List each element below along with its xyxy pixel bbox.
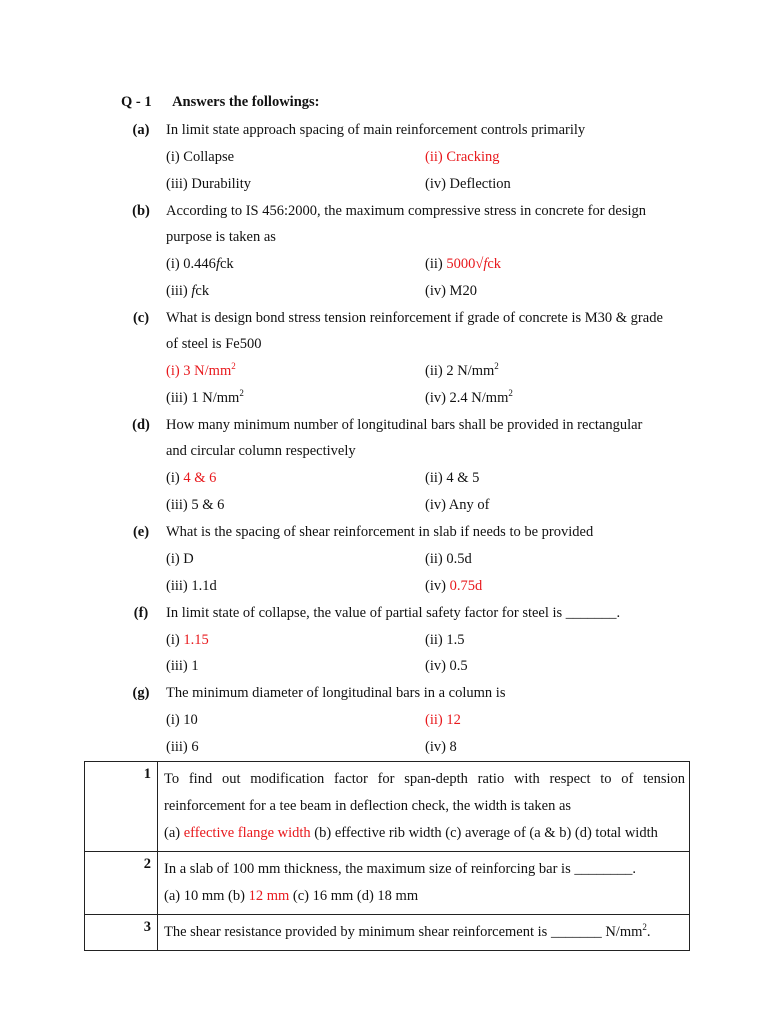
row-3-line-1: The shear resistance provided by minimum shear reinforcement is _______ $N/mm^2$.: [164, 922, 651, 940]
table-row: [85, 852, 690, 915]
item-b-option-4: (iv) M20: [425, 283, 477, 299]
row-content: [158, 762, 690, 852]
item-a-option-1: (i) Collapse: [166, 149, 235, 165]
row-1-line-3: (a) effective flange width (b) effective rib width (c) average of (a & b) (d) total width: [164, 825, 658, 841]
item-f-option-3: (iii) 1: [166, 658, 199, 674]
item-c-option-1-answer: (i) 3 $N/mm^2$: [166, 361, 236, 379]
item-label-c: (c): [132, 310, 150, 326]
item-c-option-2: (ii) 2 $N/mm^2$: [425, 361, 499, 379]
row-1-line-2: reinforcement for a tee beam in deflection check, the width is taken as: [164, 798, 572, 814]
item-label-e: (e): [132, 524, 150, 540]
row-2-answer: 12 mm: [248, 888, 290, 904]
row-number: 3: [85, 915, 158, 951]
question-heading: [121, 93, 319, 111]
item-b-stem-line-1: According to IS 456:2000, the maximum compressive stress in concrete for design: [166, 203, 647, 219]
item-d-stem-line-1: How many minimum number of longitudinal bars shall be provided in rectangular: [166, 417, 643, 433]
item-f-option-1: (i) 1.15: [166, 632, 209, 648]
row-2-line-2: (a) 10 mm (b) 12 mm (c) 16 mm (d) 18 mm: [164, 888, 419, 904]
item-g-option-2-answer: (ii) 12: [425, 712, 461, 728]
item-e-option-3: (iii) 1.1d: [166, 578, 217, 594]
item-a-option-4: (iv) Deflection: [425, 176, 511, 192]
item-f-option-4: (iv) 0.5: [425, 658, 468, 674]
item-a-option-3: (iii) Durability: [166, 176, 251, 192]
row-2-line-1: In a slab of 100 mm thickness, the maximum size of reinforcing bar is ________.: [164, 861, 636, 877]
item-label-a: (a): [132, 122, 150, 138]
item-b-option-3: (iii) fck: [166, 283, 210, 299]
item-e-option-4: (iv) 0.75d: [425, 578, 483, 594]
item-c-option-3: (iii) 1 $N/mm^2$: [166, 388, 244, 406]
item-a-stem: In limit state approach spacing of main reinforcement controls primarily: [166, 122, 586, 138]
table-row: [85, 915, 690, 951]
row-1-line-1: To find out modification factor for span-depth ratio with respect to of tension: [164, 771, 685, 787]
item-label-d: (d): [132, 417, 150, 433]
item-e-option-2: (ii) 0.5d: [425, 551, 472, 567]
item-d-option-4: (iv) Any of: [425, 497, 490, 513]
item-e-option-4-answer: 0.75d: [449, 578, 483, 594]
item-d-option-1-answer: 4 & 6: [183, 470, 217, 486]
item-g-stem: The minimum diameter of longitudinal bars in a column is: [166, 685, 506, 701]
item-f-option-2: (ii) 1.5: [425, 632, 465, 648]
item-c-option-4: (iv) 2.4 $N/mm^2$: [425, 388, 513, 406]
item-e-option-1: (i) D: [166, 551, 194, 567]
item-b-stem-line-2: purpose is taken as: [166, 229, 276, 245]
item-c-stem-line-1: What is design bond stress tension reinforcement if grade of concrete is M30 & grade: [166, 310, 663, 326]
item-b-option-2-answer: 5000√fck: [446, 256, 502, 272]
question-table: [84, 761, 690, 951]
item-c-stem-line-2: of steel is Fe500: [166, 336, 262, 352]
row-number: 2: [85, 852, 158, 915]
item-b-option-1: (i) 0.446fck: [166, 256, 234, 272]
table-row: [85, 762, 690, 852]
row-1-answer: effective flange width: [183, 825, 311, 841]
row-content: [158, 915, 690, 951]
item-e-stem: What is the spacing of shear reinforcement in slab if needs to be provided: [166, 524, 594, 540]
item-g-option-3: (iii) 6: [166, 739, 199, 755]
item-label-f: (f): [133, 605, 149, 621]
row-content: [158, 852, 690, 915]
item-d-stem-line-2: and circular column respectively: [166, 443, 356, 459]
question-title: Answers the followings:: [172, 94, 320, 110]
question-number: Q - 1: [121, 94, 152, 110]
item-g-option-1: (i) 10: [166, 712, 198, 728]
item-d-option-1: (i) 4 & 6: [166, 470, 217, 486]
item-b-option-2: (ii) 5000√fck: [425, 256, 502, 272]
item-g-option-4: (iv) 8: [425, 739, 457, 755]
item-label-b: (b): [132, 203, 150, 219]
item-d-option-3: (iii) 5 & 6: [166, 497, 225, 513]
item-a-option-2-answer: (ii) Cracking: [425, 149, 500, 165]
item-d-option-2: (ii) 4 & 5: [425, 470, 480, 486]
item-f-stem: In limit state of collapse, the value of partial safety factor for steel is _______.: [166, 605, 621, 621]
row-number: 1: [85, 762, 158, 852]
item-label-g: (g): [132, 685, 150, 701]
item-f-option-1-answer: 1.15: [183, 632, 209, 648]
